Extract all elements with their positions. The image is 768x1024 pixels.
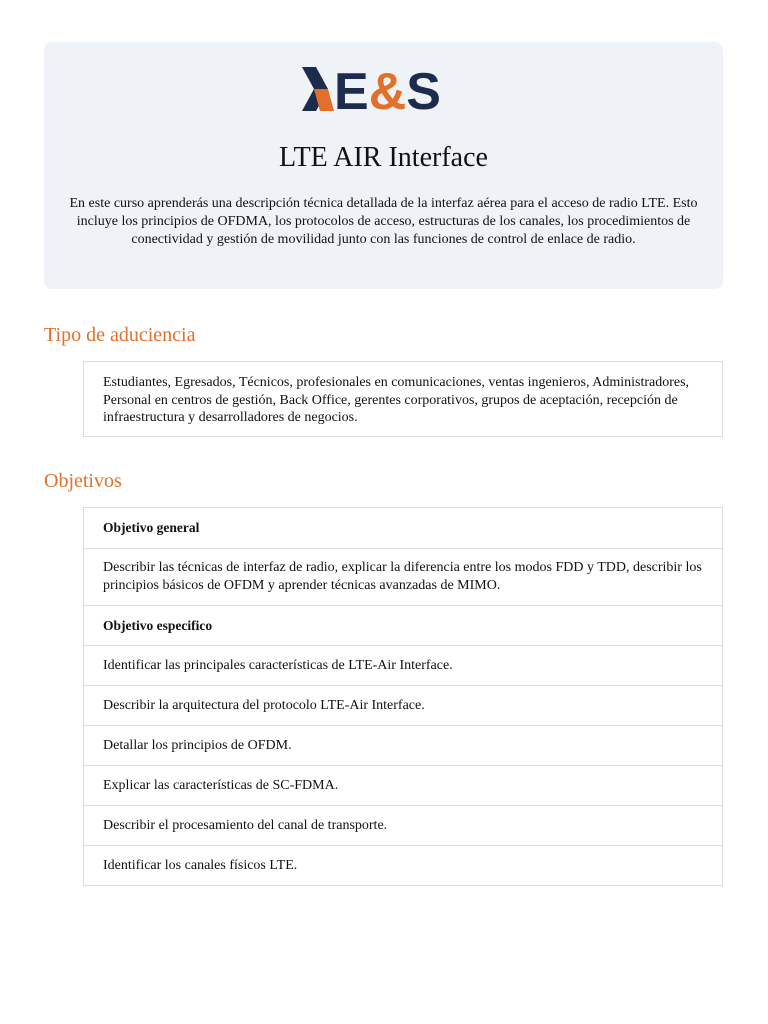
- specific-objective-item: Identificar los canales físicos LTE.: [84, 845, 722, 885]
- page-title: LTE AIR Interface: [279, 142, 488, 173]
- objectives-heading: Objetivos: [44, 470, 122, 492]
- audience-heading: Tipo de aduciencia: [44, 324, 196, 346]
- course-description: En este curso aprenderás una descripción técnica detallada de la interfaz aérea para el acceso de radio LTE. Esto incluye los principios de OFDMA, los protocolos de acceso, estructuras de los canales, los procedimientos de conectividad y gestión de movilidad junto con las funciones de control de enlace de radio.: [69, 196, 698, 247]
- company-logo: [300, 65, 466, 113]
- general-objective-text: Describir las técnicas de interfaz de radio, explicar la diferencia entre los modos FDD y TDD, describir los principios básicos de OFDM y aprender técnicas avanzadas de MIMO.: [84, 548, 722, 605]
- specific-objective-item: Identificar las principales características de LTE-Air Interface.: [84, 645, 722, 685]
- logo-wordmark: E&S: [334, 65, 441, 113]
- specific-objective-item: Explicar las características de SC-FDMA.: [84, 765, 722, 805]
- specific-objective-item: Detallar los principios de OFDM.: [84, 725, 722, 765]
- specific-objective-label: Objetivo especifico: [84, 605, 722, 645]
- general-objective-label: Objetivo general: [103, 520, 200, 535]
- audience-box: [83, 361, 723, 437]
- audience-text: Estudiantes, Egresados, Técnicos, profesionales en comunicaciones, ventas ingenieros, Administradores, Personal en centros de gestión, Back Office, gerentes corporativos, grupos de aceptación, recepción de infraestructura y desarrolladores de negocios.: [103, 375, 690, 425]
- objectives-table: [83, 507, 723, 886]
- specific-objective-item: Describir la arquitectura del protocolo LTE-Air Interface.: [84, 685, 722, 725]
- specific-objective-item: Describir el procesamiento del canal de transporte.: [84, 805, 722, 845]
